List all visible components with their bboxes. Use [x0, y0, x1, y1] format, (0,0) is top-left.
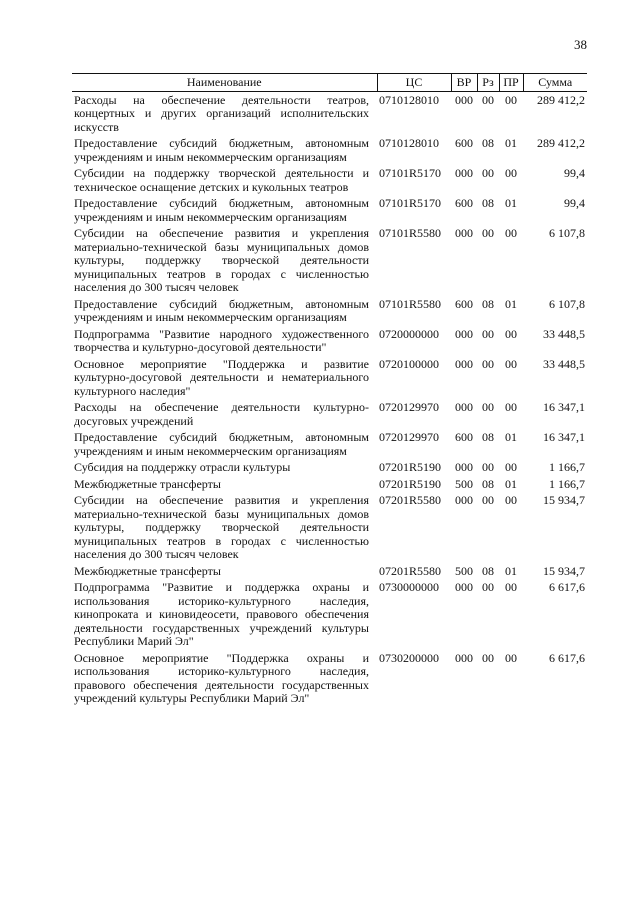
cell-pr: 01: [505, 196, 517, 210]
cell-pr: 00: [505, 460, 517, 474]
cell-name: Подпрограмма "Развитие народного художественного творчества и культурно-досуговой деятельности": [74, 326, 369, 354]
header-rz: Рз: [477, 74, 499, 92]
cell-name: Расходы на обеспечение деятельности культурно-досуговых учреждений: [74, 400, 369, 428]
cell-sum: 6 617,6: [549, 580, 585, 594]
cell-pr: 00: [505, 400, 517, 414]
cell-pr: 00: [505, 356, 517, 371]
cell-rz: 00: [482, 92, 494, 107]
cell-rz: 08: [482, 563, 494, 578]
cell-cs: 0710128010: [379, 92, 439, 107]
cell-cs: 0720129970: [379, 430, 439, 444]
table-row: [72, 296, 587, 326]
table-row: [72, 492, 587, 563]
cell-vr: 500: [455, 476, 473, 491]
cell-sum: 15 934,7: [543, 493, 585, 507]
table-row: [72, 399, 587, 429]
cell-vr: 000: [455, 226, 473, 240]
cell-name: Подпрограмма "Развитие и поддержка охраны и использования историко-культурного наследия, кинопроката и киновидеосети, правового обеспечения деятельности государственных учреждений культуры Республики Марий Эл": [74, 580, 369, 648]
cell-sum: 15 934,7: [543, 563, 585, 578]
cell-cs: 07201R5580: [379, 493, 442, 507]
cell-vr: 600: [455, 296, 473, 311]
cell-vr: 600: [455, 136, 473, 150]
cell-sum: 16 347,1: [543, 430, 585, 444]
cell-name: Субсидии на обеспечение развития и укрепления материально-технической базы муниципальных домов культуры, поддержку творческой деятельности муниципальных театров в городах с численностью населения до 300 тысяч человек: [74, 493, 369, 561]
cell-sum: 1 166,7: [549, 476, 585, 491]
cell-pr: 00: [505, 580, 517, 594]
cell-rz: 00: [482, 166, 494, 180]
cell-vr: 600: [455, 430, 473, 444]
page-number: 38: [574, 37, 587, 52]
table-row: [72, 563, 587, 580]
cell-vr: 000: [455, 92, 473, 107]
cell-name: Субсидия на поддержку отрасли культуры: [74, 460, 291, 474]
cell-rz: 08: [482, 296, 494, 311]
budget-table: [72, 73, 587, 707]
cell-sum: 6 617,6: [549, 650, 585, 665]
cell-sum: 33 448,5: [543, 326, 585, 341]
table-row: [72, 356, 587, 400]
cell-pr: 01: [505, 563, 517, 578]
cell-sum: 1 166,7: [549, 460, 585, 474]
cell-pr: 01: [505, 136, 517, 150]
cell-cs: 0730200000: [379, 650, 439, 665]
cell-sum: 99,4: [564, 166, 585, 180]
cell-vr: 000: [455, 650, 473, 665]
cell-cs: 0720000000: [379, 326, 439, 341]
cell-cs: 07101R5170: [379, 196, 442, 210]
cell-name: Основное мероприятие "Поддержка и развитие культурно-досуговой деятельности и нематериального культурного наследия": [74, 356, 369, 398]
cell-pr: 00: [505, 493, 517, 507]
cell-pr: 00: [505, 650, 517, 665]
cell-cs: 07101R5170: [379, 166, 442, 180]
header-pr: ПР: [499, 74, 523, 92]
cell-sum: 289 412,2: [537, 136, 585, 150]
cell-name: Предоставление субсидий бюджетным, автономным учреждениям и иным некоммерческим организациям: [74, 296, 369, 324]
cell-vr: 500: [455, 563, 473, 578]
cell-rz: 00: [482, 326, 494, 341]
cell-vr: 000: [455, 493, 473, 507]
header-cs: ЦС: [377, 74, 451, 92]
cell-pr: 01: [505, 476, 517, 491]
cell-vr: 600: [455, 196, 473, 210]
cell-rz: 00: [482, 580, 494, 594]
cell-pr: 00: [505, 226, 517, 240]
cell-rz: 08: [482, 476, 494, 491]
cell-sum: 16 347,1: [543, 400, 585, 414]
table-row: [72, 650, 587, 707]
table-row: [72, 429, 587, 459]
cell-cs: 0720100000: [379, 356, 439, 371]
cell-cs: 07201R5190: [379, 476, 442, 491]
cell-rz: 08: [482, 430, 494, 444]
table-row: [72, 476, 587, 493]
cell-pr: 00: [505, 166, 517, 180]
table-header-row: [72, 74, 587, 92]
cell-vr: 000: [455, 580, 473, 594]
cell-name: Расходы на обеспечение деятельности театров, концертных и других организаций исполнительских искусств: [74, 92, 369, 134]
table-row: [72, 579, 587, 650]
cell-cs: 07201R5580: [379, 563, 442, 578]
cell-rz: 00: [482, 226, 494, 240]
header-sum: Сумма: [523, 74, 587, 92]
cell-vr: 000: [455, 400, 473, 414]
table-row: [72, 195, 587, 225]
cell-vr: 000: [455, 460, 473, 474]
cell-cs: 07101R5580: [379, 296, 442, 311]
cell-name: Предоставление субсидий бюджетным, автономным учреждениям и иным некоммерческим организациям: [74, 430, 369, 458]
cell-vr: 000: [455, 326, 473, 341]
header-vr: ВР: [451, 74, 477, 92]
table-row: [72, 91, 587, 135]
cell-sum: 6 107,8: [549, 296, 585, 311]
cell-rz: 08: [482, 196, 494, 210]
cell-sum: 289 412,2: [537, 92, 585, 107]
cell-sum: 99,4: [564, 196, 585, 210]
cell-rz: 00: [482, 493, 494, 507]
cell-rz: 00: [482, 460, 494, 474]
table-row: [72, 326, 587, 356]
cell-vr: 000: [455, 166, 473, 180]
table-row: [72, 225, 587, 296]
cell-cs: 07201R5190: [379, 460, 442, 474]
table-body: [72, 91, 587, 707]
cell-name: Субсидии на поддержку творческой деятельности и техническое оснащение детских и кукольных театров: [74, 166, 369, 194]
cell-rz: 00: [482, 650, 494, 665]
cell-cs: 0730000000: [379, 580, 439, 594]
cell-vr: 000: [455, 356, 473, 371]
cell-rz: 00: [482, 400, 494, 414]
cell-rz: 00: [482, 356, 494, 371]
table-row: [72, 165, 587, 195]
cell-name: Основное мероприятие "Поддержка охраны и использования историко-культурного наследия, правового обеспечения деятельности государственных учреждений культуры Республики Марий Эл": [74, 650, 369, 705]
table-row: [72, 459, 587, 476]
cell-cs: 0720129970: [379, 400, 439, 414]
cell-name: Субсидии на обеспечение развития и укрепления материально-технической базы муниципальных домов культуры, поддержку творческой деятельности муниципальных театров в городах с численностью населения до 300 тысяч человек: [74, 226, 369, 294]
cell-pr: 01: [505, 430, 517, 444]
cell-sum: 6 107,8: [549, 226, 585, 240]
cell-cs: 07101R5580: [379, 226, 442, 240]
cell-sum: 33 448,5: [543, 356, 585, 371]
cell-name: Межбюджетные трансферты: [74, 476, 221, 491]
cell-name: Предоставление субсидий бюджетным, автономным учреждениям и иным некоммерческим организациям: [74, 196, 369, 224]
cell-name: Межбюджетные трансферты: [74, 563, 221, 578]
cell-pr: 00: [505, 326, 517, 341]
cell-name: Предоставление субсидий бюджетным, автономным учреждениям и иным некоммерческим организациям: [74, 136, 369, 164]
cell-rz: 08: [482, 136, 494, 150]
header-name: Наименование: [72, 74, 377, 92]
cell-pr: 01: [505, 296, 517, 311]
cell-pr: 00: [505, 92, 517, 107]
cell-cs: 0710128010: [379, 136, 439, 150]
table-row: [72, 135, 587, 165]
